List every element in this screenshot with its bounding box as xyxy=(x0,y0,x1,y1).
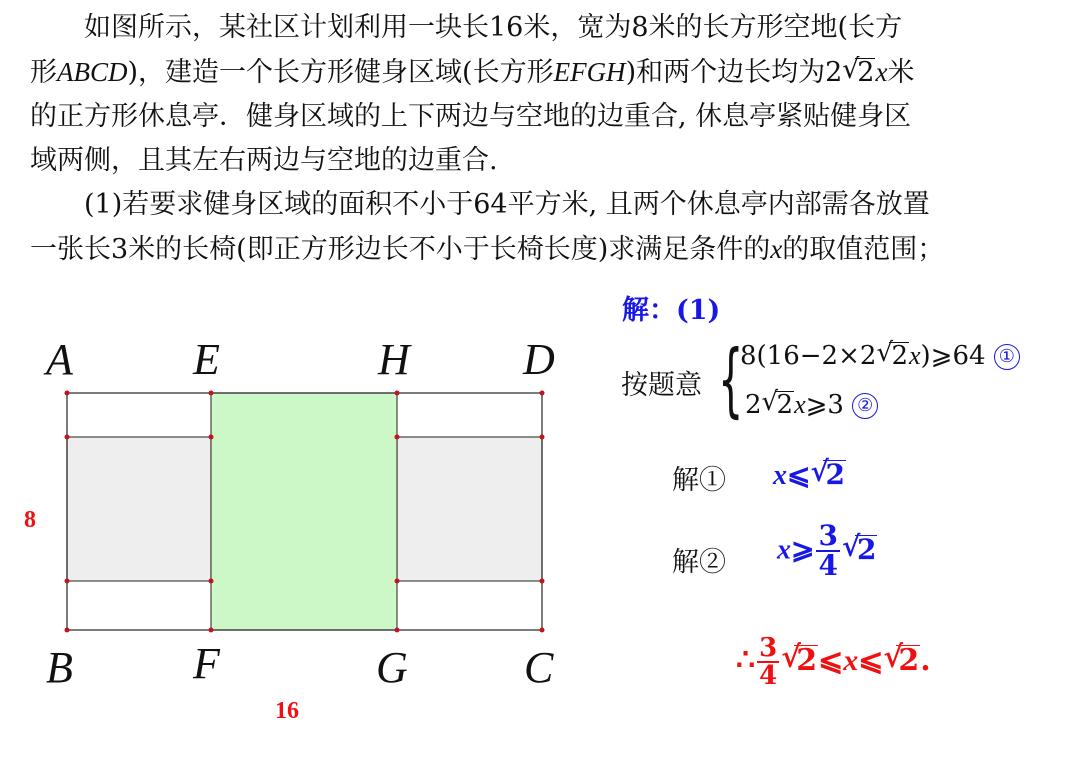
left-pavilion xyxy=(67,437,211,581)
label-E: E xyxy=(193,335,220,384)
problem-statement xyxy=(30,6,1060,272)
system-brace: { xyxy=(718,333,744,426)
solve-2-result: x⩾ $\frac{3}{4}$ √ 2 xyxy=(777,522,877,580)
problem-line-4: 域两侧，且其左右两边与空地的边重合. xyxy=(30,145,498,176)
question-1-line-2: 一张长3米的长椅(即正方形边长不小于长椅长度)求满足条件的x的取值范围； xyxy=(30,234,945,265)
conclusion: ∴ $\frac{3}{4}$ √ 2⩽x⩽ √ 2. xyxy=(736,635,931,689)
inequality-1: 8(16−2×2 √ 2x)⩾64 ① xyxy=(740,341,1020,371)
label-A: A xyxy=(46,335,73,384)
label-C: C xyxy=(524,643,554,692)
fitness-area xyxy=(211,393,397,630)
sqrt-symbol: √ 2 xyxy=(855,58,875,86)
condition-label: 按题意 xyxy=(621,370,702,401)
right-pavilion xyxy=(397,437,542,581)
label-F: F xyxy=(193,639,220,688)
geometry-figure xyxy=(0,300,600,750)
problem-line-2: 形ABCD)，建造一个长方形健身区域(长方形EFGH)和两个边长均为2 √ 2x米 xyxy=(30,50,1060,95)
circled-1: ① xyxy=(994,344,1020,370)
problem-line-1: 如图所示，某社区计划利用一块长16米，宽为8米的长方形空地(长方 xyxy=(84,12,903,43)
label-D: D xyxy=(523,335,555,384)
label-H: H xyxy=(378,335,410,384)
height-label: 8 xyxy=(24,507,36,533)
solve-1-result: x⩽ √ 2 xyxy=(773,458,846,492)
label-G: G xyxy=(376,643,408,692)
width-label: 16 xyxy=(275,698,299,724)
question-1-line-1: (1)若要求健身区域的面积不小于64平方米, 且两个休息亭内部需各放置 xyxy=(84,189,930,220)
inequality-2: 2 √ 2x⩾3 ② xyxy=(745,390,878,420)
problem-line-3: 的正方形休息亭．健身区域的上下两边与空地的边重合, 休息亭紧贴健身区 xyxy=(30,101,912,132)
solve-1-label: 解① xyxy=(672,465,726,496)
circled-2: ② xyxy=(852,393,878,419)
label-B: B xyxy=(46,643,73,692)
solve-2-label: 解② xyxy=(672,547,726,578)
solution-heading: 解：(1) xyxy=(622,295,721,326)
